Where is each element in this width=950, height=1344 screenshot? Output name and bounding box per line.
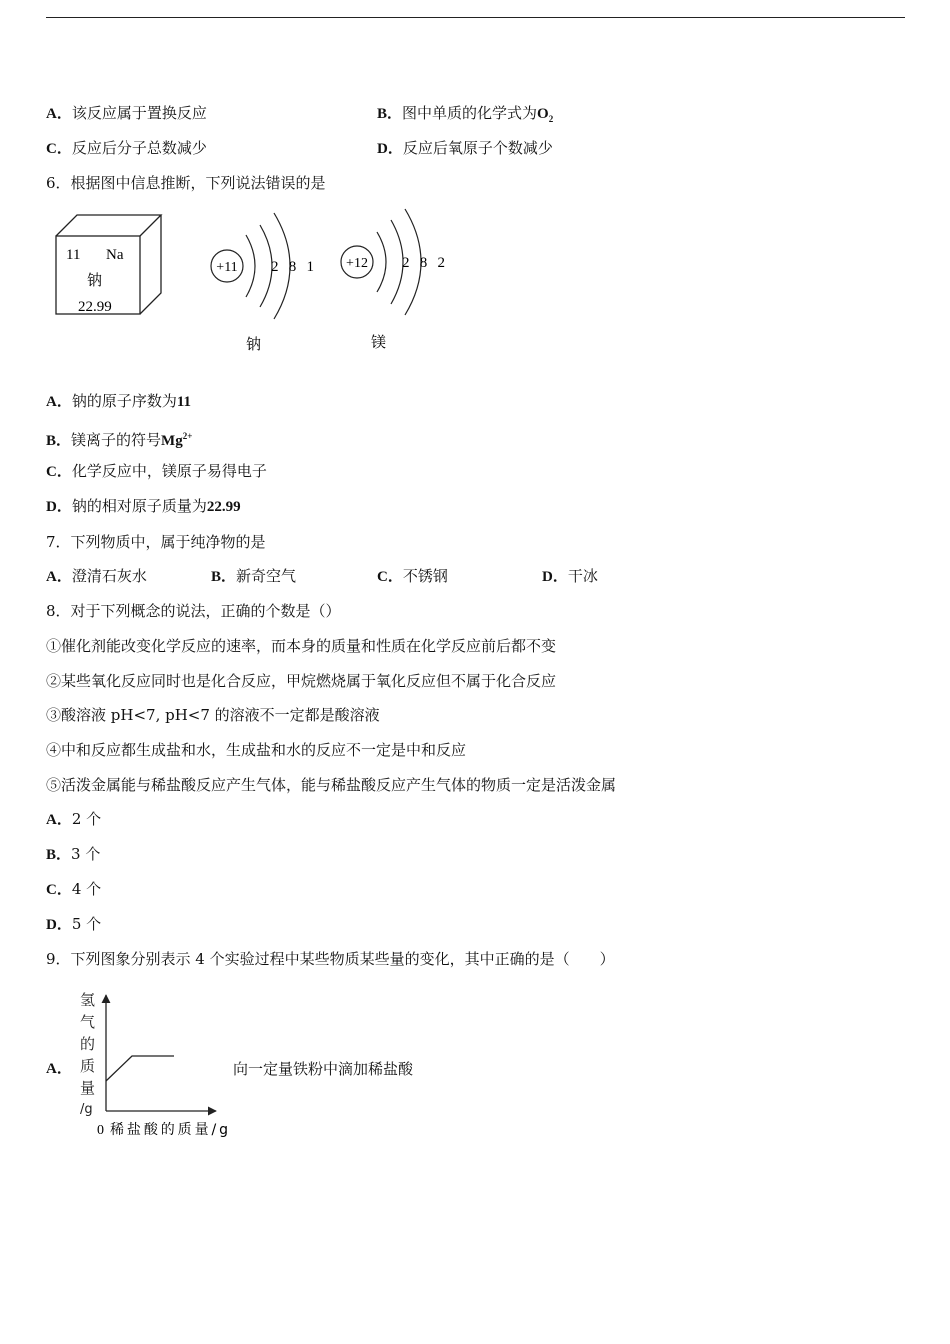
nucleus-charge: +12 — [346, 256, 368, 271]
q8-option-b[interactable] — [46, 844, 100, 865]
q7-option-d[interactable] — [542, 566, 598, 587]
option-letter: B． — [377, 106, 403, 122]
option-letter: C． — [46, 141, 72, 157]
y-label-unit: /g — [80, 1102, 93, 1117]
option-text: 反应后分子总数减少 — [71, 139, 207, 157]
q7-option-a[interactable] — [46, 566, 147, 587]
q6-option-c[interactable] — [46, 461, 267, 482]
formula-subscript: 2 — [548, 114, 554, 124]
q5-option-c[interactable] — [46, 138, 207, 159]
q8-statement-5: ⑤活泼金属能与稀盐酸反应产生气体，能与稀盐酸反应产生气体的物质一定是活泼金属 — [46, 776, 617, 794]
q8-statement-4: ④中和反应都生成盐和水，生成盐和水的反应不一定是中和反应 — [46, 741, 467, 759]
option-letter: B． — [211, 569, 237, 585]
option-text: 该反应属于置换反应 — [71, 104, 207, 122]
q8-stem: 8．对于下列概念的说法，正确的个数是（） — [46, 602, 341, 620]
q5-option-a[interactable] — [46, 103, 207, 124]
q6-option-b[interactable] — [46, 426, 192, 451]
q6-stem: 6．根据图中信息推断，下列说法错误的是 — [46, 174, 326, 192]
option-text: 反应后氧原子个数减少 — [402, 139, 553, 157]
nucleus-charge: +11 — [216, 260, 238, 275]
option-letter: D． — [46, 499, 72, 515]
q6-figure — [50, 205, 450, 355]
q8-option-d[interactable] — [46, 914, 101, 935]
shell-electrons: 2 8 1 — [271, 259, 314, 275]
option-letter: C． — [46, 882, 72, 898]
q8-statement-2: ②某些氧化反应同时也是化合反应，甲烷燃烧属于氧化反应但不属于化合反应 — [46, 672, 557, 690]
y-axis-label — [80, 991, 95, 1117]
option-text: 2 个 — [71, 810, 102, 828]
q6-option-a[interactable] — [46, 391, 191, 412]
option-letter: A． — [46, 569, 72, 585]
q8-option-a[interactable] — [46, 809, 101, 830]
q9-option-a-letter[interactable]: A． — [46, 1061, 72, 1077]
option-letter: B． — [46, 847, 72, 863]
y-label-char: 氢 — [80, 991, 96, 1009]
q5-option-b[interactable] — [377, 103, 553, 129]
formula-superscript: 2+ — [182, 431, 193, 441]
card-symbol: Na — [106, 247, 124, 263]
option-value: 11 — [176, 394, 192, 410]
q9-stem: 9．下列图象分别表示 4 个实验过程中某些物质某些量的变化，其中正确的是（ ） — [46, 950, 615, 968]
card-mass: 22.99 — [78, 299, 112, 315]
formula: O — [537, 106, 549, 122]
y-label-char: 的 — [80, 1035, 96, 1053]
formula: Mg — [161, 433, 183, 449]
option-letter: D． — [46, 917, 72, 933]
option-text: 澄清石灰水 — [71, 567, 147, 585]
y-label-char: 质 — [80, 1057, 96, 1075]
option-text: 3 个 — [71, 845, 101, 863]
option-text: 镁离子的符号 — [71, 431, 162, 449]
shell-electrons: 2 8 2 — [402, 255, 445, 271]
q7-option-c[interactable] — [377, 566, 448, 587]
y-label-char: 气 — [80, 1013, 96, 1031]
option-text: 钠的相对原子质量为 — [71, 497, 207, 515]
option-text: 钠的原子序数为 — [71, 392, 177, 410]
q8-statement-3: ③酸溶液 pH<7, pH<7 的溶液不一定都是酸溶液 — [46, 706, 380, 724]
q8-option-c[interactable] — [46, 879, 101, 900]
atom-label: 镁 — [371, 333, 387, 351]
option-letter: A． — [46, 812, 72, 828]
option-text: 化学反应中，镁原子易得电子 — [71, 462, 267, 480]
option-text: 4 个 — [71, 880, 102, 898]
magnesium-atom-diagram — [341, 209, 445, 351]
option-letter: A． — [46, 394, 72, 410]
option-value: 22.99 — [206, 499, 241, 515]
series-line — [106, 1056, 174, 1081]
option-letter: C． — [46, 464, 72, 480]
y-label-char: 量 — [80, 1079, 96, 1097]
q9-option-a-description: 向一定量铁粉中滴加稀盐酸 — [233, 1060, 414, 1078]
option-text: 新奇空气 — [236, 567, 297, 585]
q7-stem: 7．下列物质中，属于纯净物的是 — [46, 533, 266, 551]
card-number: 11 — [66, 247, 81, 263]
q5-option-d[interactable] — [377, 138, 553, 159]
q8-statement-1: ①催化剂能改变化学反应的速率，而本身的质量和性质在化学反应前后都不变 — [46, 637, 557, 655]
header-rule — [46, 17, 905, 18]
option-letter: D． — [542, 569, 568, 585]
option-text: 不锈钢 — [402, 567, 448, 585]
card-name: 钠 — [87, 271, 103, 289]
q7-option-b[interactable] — [211, 566, 296, 587]
q9-option-a-graph — [74, 985, 239, 1143]
x-axis-label: 稀盐酸的质量/g — [110, 1122, 228, 1138]
option-text: 图中单质的化学式为 — [402, 104, 538, 122]
option-letter: D． — [377, 141, 403, 157]
option-letter: B． — [46, 433, 72, 449]
option-text: 干冰 — [567, 567, 598, 585]
origin-label: 0 — [97, 1123, 104, 1138]
option-letter: A． — [46, 106, 72, 122]
option-letter: C． — [377, 569, 403, 585]
sodium-atom-diagram — [211, 213, 314, 353]
option-text: 5 个 — [71, 915, 102, 933]
atom-label: 钠 — [246, 335, 262, 353]
q6-option-d[interactable] — [46, 496, 241, 517]
